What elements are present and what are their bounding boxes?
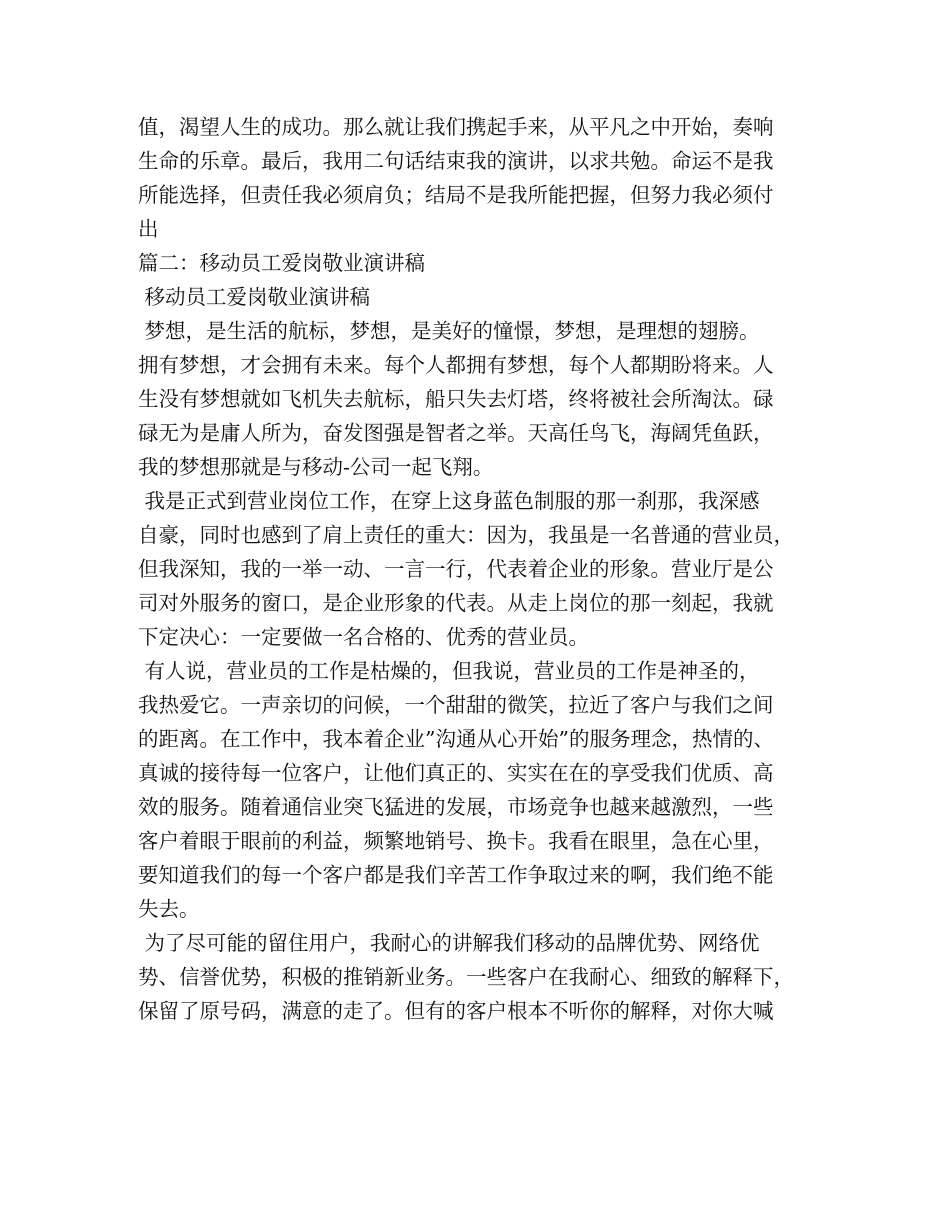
text-line: 司对外服务的窗口，是企业形象的代表。从走上岗位的那一刻起，我就	[138, 591, 774, 615]
text-line: 我是正式到营业岗位工作，在穿上这身蓝色制服的那一刹那，我深感	[138, 489, 760, 513]
speech-title: 移动员工爱岗敬业演讲稿	[138, 285, 371, 309]
text-line: 保留了原号码，满意的走了。但有的客户根本不听你的解释，对你大喊	[138, 999, 774, 1023]
text-line: 势、信誉优势，积极的推销新业务。一些客户在我耐心、细致的解释下，	[138, 965, 794, 989]
text-line: 所能选择，但责任我必须肩负；结局不是我所能把握，但努力我必须付	[138, 183, 774, 207]
text-line: 梦想，是生活的航标，梦想，是美好的憧憬，梦想，是理想的翅膀。	[138, 319, 760, 343]
text-line: 自豪，同时也感到了肩上责任的重大：因为，我虽是一名普通的营业员，	[138, 523, 794, 547]
text-line: 碌无为是庸人所为，奋发图强是智者之举。天高任鸟飞，海阔凭鱼跃，	[138, 421, 774, 445]
text-line: 我的梦想那就是与移动-公司一起飞翔。	[138, 455, 494, 479]
text-line: 要知道我们的每一个客户都是我们辛苦工作争取过来的啊，我们绝不能	[138, 863, 774, 887]
text-line: 下定决心：一定要做一名合格的、优秀的营业员。	[138, 625, 589, 649]
text-line: 拥有梦想，才会拥有未来。每个人都拥有梦想，每个人都期盼将来。人	[138, 353, 774, 377]
text-line: 真诚的接待每一位客户，让他们真正的、实实在在的享受我们优质、高	[138, 761, 774, 785]
text-line: 但我深知，我的一举一动、一言一行，代表着企业的形象。营业厅是公	[138, 557, 774, 581]
text-line: 失去。	[138, 897, 200, 921]
text-line: 效的服务。随着通信业突飞猛进的发展，市场竞争也越来越激烈，一些	[138, 795, 774, 819]
text-line: 我热爱它。一声亲切的问候，一个甜甜的微笑，拉近了客户与我们之间	[138, 693, 774, 717]
text-line: 生没有梦想就如飞机失去航标，船只失去灯塔，终将被社会所淘汰。碌	[138, 387, 774, 411]
text-line: 客户着眼于眼前的利益，频繁地销号、换卡。我看在眼里，急在心里，	[138, 829, 774, 853]
text-line: 的距离。在工作中，我本着企业”沟通从心开始”的服务理念，热情的、	[138, 727, 774, 751]
text-line: 值，渴望人生的成功。那么就让我们携起手来，从平凡之中开始，奏响	[138, 115, 774, 139]
text-line: 为了尽可能的留住用户，我耐心的讲解我们移动的品牌优势、网络优	[138, 931, 760, 955]
text-line: 生命的乐章。最后，我用二句话结束我的演讲，以求共勉。命运不是我	[138, 149, 774, 173]
text-line: 出	[138, 217, 159, 241]
text-line: 有人说，营业员的工作是枯燥的，但我说，营业员的工作是神圣的，	[138, 659, 760, 683]
section-heading: 篇二：移动员工爱岗敬业演讲稿	[138, 251, 425, 275]
document-page	[138, 110, 828, 1028]
